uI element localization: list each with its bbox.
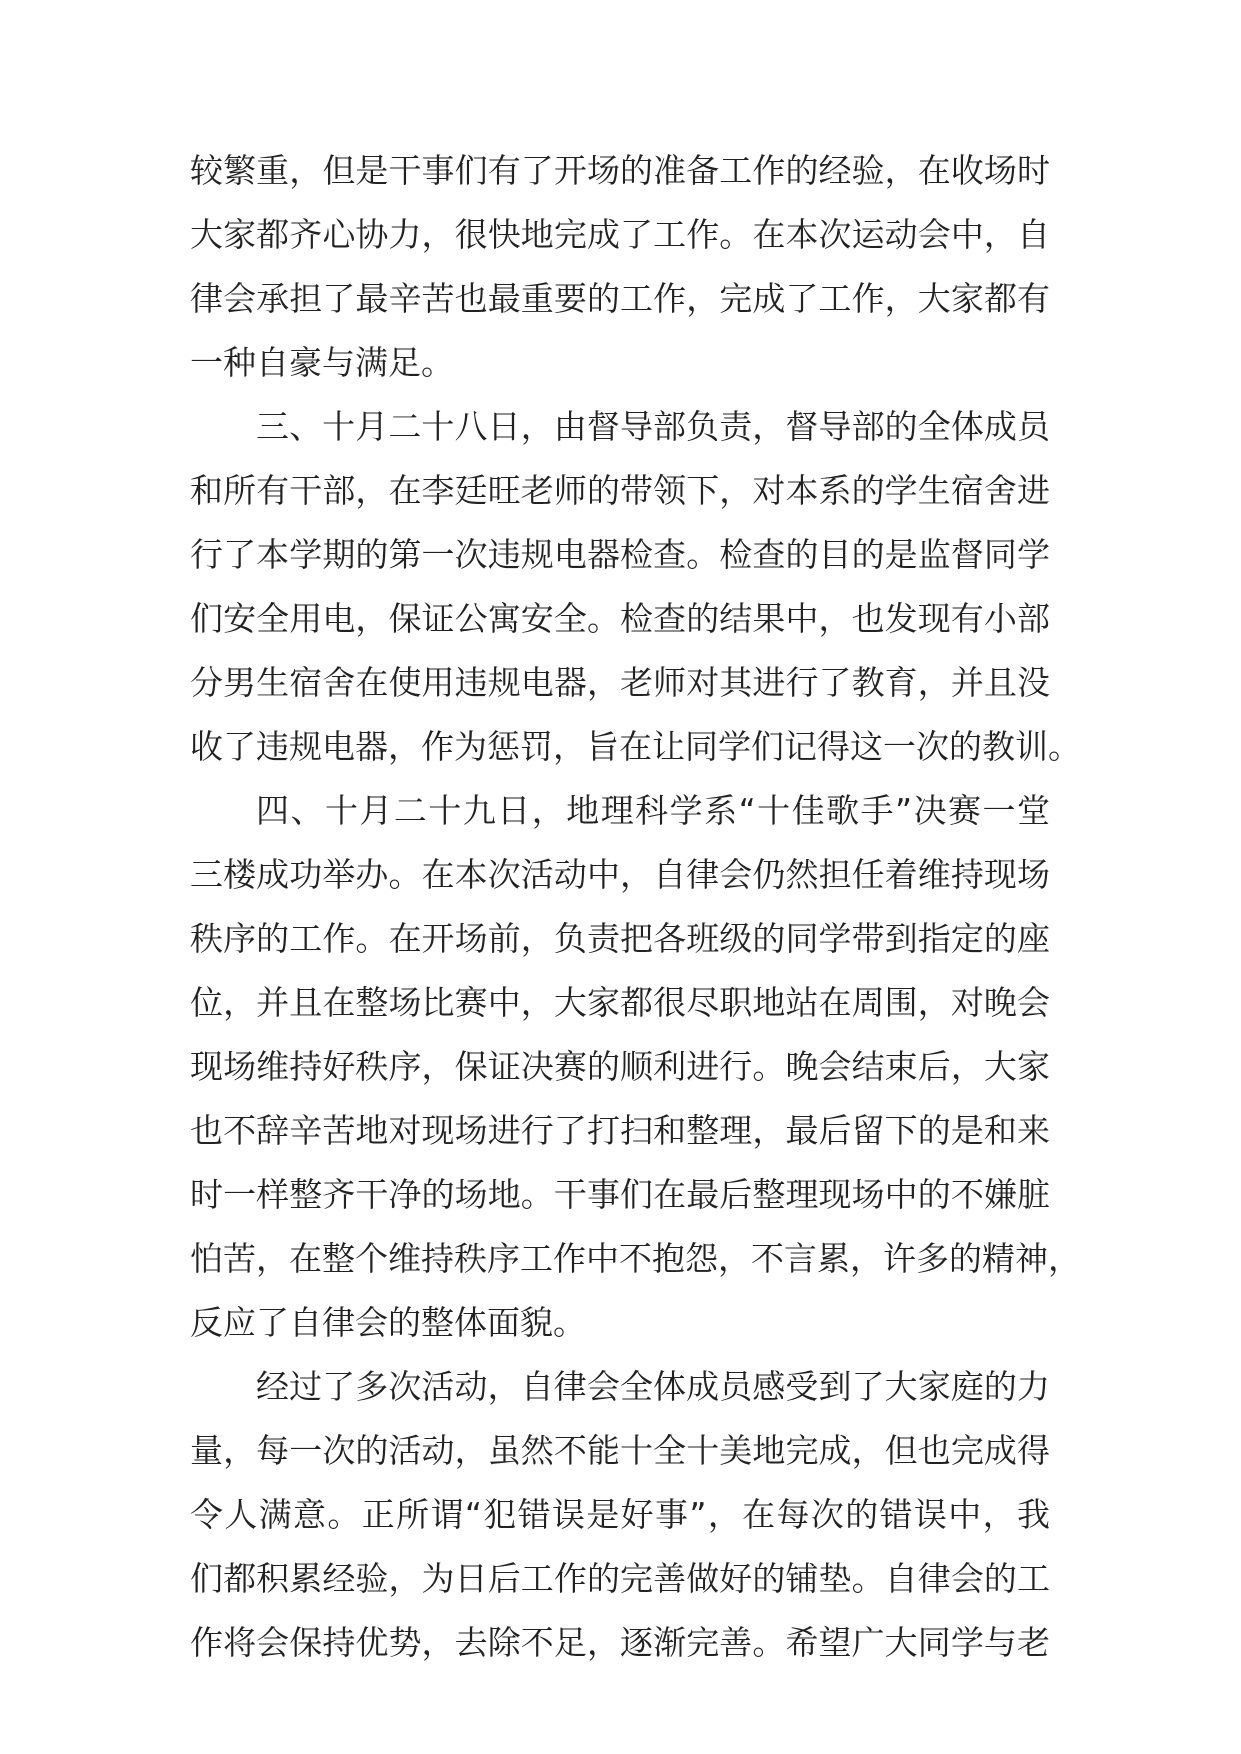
text-line: 大家都齐心协力，很快地完成了工作。在本次运动会中，自 [190,215,1050,254]
text-line: 行了本学期的第一次违规电器检查。检查的目的是监督同学 [190,535,1050,574]
text-line: 秩序的工作。在开场前，负责把各班级的同学带到指定的座 [190,919,1050,958]
text-line: 也不辞辛苦地对现场进行了打扫和整理，最后留下的是和来 [190,1111,1050,1150]
text-line: 时一样整齐干净的场地。干事们在最后整理现场中的不嫌脏 [190,1175,1050,1214]
text-line: 量，每一次的活动，虽然不能十全十美地完成，但也完成得 [190,1431,1050,1470]
text-line: 和所有干部，在李廷旺老师的带领下，对本系的学生宿舍进 [190,471,1050,510]
paragraph-start-line: 四、十月二十九日，地理科学系“十佳歌手”决赛一堂 [256,791,1050,830]
text-line: 反应了自律会的整体面貌。 [190,1303,586,1342]
text-line: 律会承担了最辛苦也最重要的工作，完成了工作，大家都有 [190,279,1050,318]
text-line: 分男生宿舍在使用违规电器，老师对其进行了教育，并且没 [190,663,1050,702]
text-line: 一种自豪与满足。 [190,343,454,382]
text-line: 三楼成功举办。在本次活动中，自律会仍然担任着维持现场 [190,855,1050,894]
text-line: 作将会保持优势，去除不足，逐渐完善。希望广大同学与老 [190,1623,1050,1662]
text-line: 位，并且在整场比赛中，大家都很尽职地站在周围，对晚会 [190,983,1050,1022]
paragraph-start-line: 经过了多次活动，自律会全体成员感受到了大家庭的力 [256,1367,1050,1406]
text-line: 较繁重，但是干事们有了开场的准备工作的经验，在收场时 [190,151,1050,190]
text-line: 令人满意。正所谓“犯错误是好事”，在每次的错误中，我 [190,1495,1050,1534]
text-line: 现场维持好秩序，保证决赛的顺利进行。晚会结束后，大家 [190,1047,1050,1086]
text-line: 们安全用电，保证公寓安全。检查的结果中，也发现有小部 [190,599,1050,638]
text-line: 怕苦，在整个维持秩序工作中不抱怨，不言累，许多的精神， [190,1239,1081,1278]
text-line: 们都积累经验，为日后工作的完善做好的铺垫。自律会的工 [190,1559,1050,1598]
text-line: 收了违规电器，作为惩罚，旨在让同学们记得这一次的教训。 [190,727,1081,766]
body-text [190,139,1081,1675]
paragraph-start-line: 三、十月二十八日，由督导部负责，督导部的全体成员 [256,407,1050,446]
